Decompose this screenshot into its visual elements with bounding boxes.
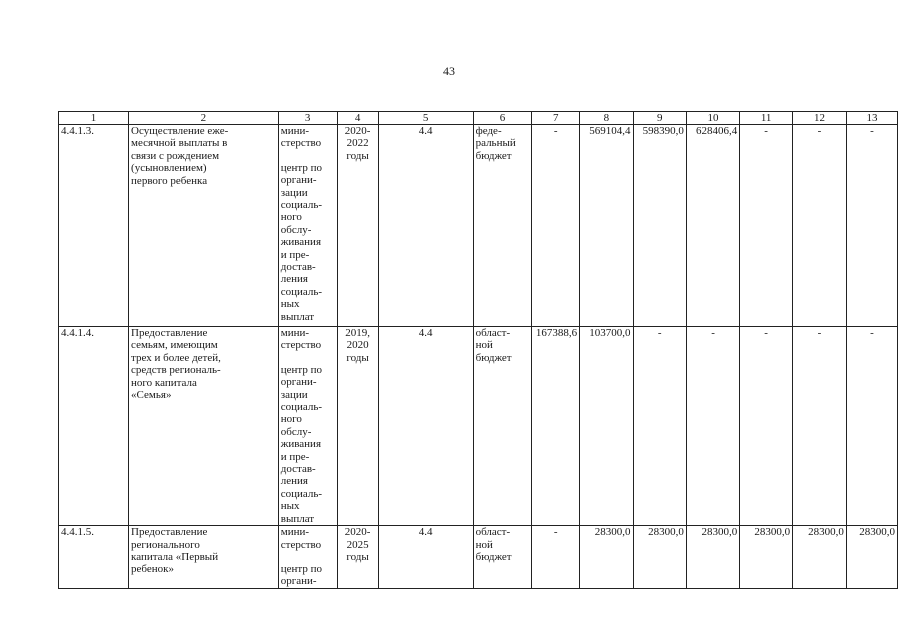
executor-line: стерство — [280, 137, 322, 150]
description-line: ребенок» — [131, 563, 174, 576]
amount-cell-12: - — [793, 125, 847, 327]
executor-line: обслу- — [280, 223, 312, 236]
code-cell: 4.4 — [378, 327, 473, 526]
header-cell: 13 — [846, 112, 897, 125]
executor-line: и пре- — [280, 450, 310, 463]
executor-line: центр по — [280, 363, 322, 376]
description-line: ного капитала — [131, 376, 197, 389]
source-line: ной — [475, 538, 493, 551]
period-line: 2022 — [346, 137, 369, 150]
executor-line: центр по — [280, 161, 322, 174]
amount-cell-13: - — [846, 125, 897, 327]
amount-cell-8: 28300,0 — [580, 526, 633, 589]
description-cell — [129, 526, 279, 589]
executor-line: органи- — [280, 575, 317, 588]
header-cell: 2 — [129, 112, 279, 125]
source-line: ральный — [475, 137, 516, 150]
executor-line: живания — [280, 236, 322, 249]
executor-line: зации — [280, 388, 308, 401]
period-cell — [337, 327, 378, 526]
executor-line: социаль- — [280, 487, 323, 500]
source-line: бюджет — [475, 550, 512, 563]
source-line: бюджет — [475, 351, 512, 364]
executor-spacer — [281, 352, 335, 364]
description-line: средств региональ- — [131, 364, 221, 377]
description-line: связи с рождением — [131, 149, 220, 162]
amount-cell-10: - — [686, 327, 739, 526]
period-line: 2025 — [346, 538, 369, 551]
executor-line: мини- — [280, 526, 310, 539]
source-line: област- — [475, 327, 511, 339]
amount-cell-13: 28300,0 — [846, 526, 897, 589]
executor-line: ления — [280, 475, 308, 488]
header-cell: 4 — [337, 112, 378, 125]
amount-cell-11: - — [740, 327, 793, 526]
budget-table — [58, 111, 898, 589]
executor-line: выплат — [280, 310, 315, 323]
amount-cell-7: - — [532, 125, 580, 327]
description-line: «Семья» — [131, 389, 172, 402]
description-line: (усыновлением) — [131, 162, 207, 175]
executor-line: выплат — [280, 512, 315, 525]
header-cell: 1 — [59, 112, 129, 125]
funding-source-cell — [473, 327, 532, 526]
header-cell: 9 — [633, 112, 686, 125]
row-number-cell: 4.4.1.4. — [59, 327, 129, 526]
executor-line: мини- — [280, 327, 310, 339]
description-line: первого ребенка — [131, 174, 208, 187]
header-cell: 7 — [532, 112, 580, 125]
executor-line: ных — [280, 500, 300, 513]
amount-cell-7: - — [532, 526, 580, 589]
description-line: Предоставление — [131, 526, 208, 539]
executor-line: обслу- — [280, 425, 312, 438]
executor-spacer — [281, 551, 335, 563]
description-line: семьям, имеющим — [131, 339, 218, 352]
amount-cell-13: - — [846, 327, 897, 526]
description-line: регионального — [131, 538, 200, 551]
funding-source-cell — [473, 526, 532, 589]
header-cell: 10 — [686, 112, 739, 125]
executor-cell — [278, 327, 337, 526]
table-row — [59, 526, 898, 589]
executor-cell — [278, 125, 337, 327]
table-row — [59, 125, 898, 327]
description-line: трех и более детей, — [131, 351, 221, 364]
period-line: годы — [346, 149, 369, 162]
funding-source-cell — [473, 125, 532, 327]
amount-cell-10: 28300,0 — [686, 526, 739, 589]
code-cell: 4.4 — [378, 125, 473, 327]
executor-line: ных — [280, 298, 300, 311]
amount-cell-8: 569104,4 — [580, 125, 633, 327]
description-line: месячной выплаты в — [131, 137, 228, 150]
amount-cell-8: 103700,0 — [580, 327, 633, 526]
source-line: област- — [475, 526, 511, 539]
executor-line: стерство — [280, 538, 322, 551]
period-line: 2019, — [345, 327, 370, 339]
period-line: 2020- — [344, 526, 371, 539]
header-cell: 3 — [278, 112, 337, 125]
period-line: годы — [346, 550, 369, 563]
period-line: годы — [346, 351, 369, 364]
period-line: 2020- — [344, 125, 371, 137]
amount-cell-12: 28300,0 — [793, 526, 847, 589]
header-cell: 8 — [580, 112, 633, 125]
executor-line: органи- — [280, 376, 317, 389]
executor-line: достав- — [280, 261, 316, 274]
amount-cell-9: 598390,0 — [633, 125, 686, 327]
page-number: 43 — [443, 64, 455, 78]
amount-cell-9: 28300,0 — [633, 526, 686, 589]
amount-cell-11: 28300,0 — [740, 526, 793, 589]
amount-cell-10: 628406,4 — [686, 125, 739, 327]
executor-line: социаль- — [280, 199, 323, 212]
table-row — [59, 327, 898, 526]
executor-line: ного — [280, 211, 302, 224]
source-line: феде- — [475, 125, 502, 137]
header-cell: 6 — [473, 112, 532, 125]
amount-cell-12: - — [793, 327, 847, 526]
header-cell: 11 — [740, 112, 793, 125]
executor-line: ного — [280, 413, 302, 426]
executor-line: зации — [280, 186, 308, 199]
row-number-cell: 4.4.1.3. — [59, 125, 129, 327]
executor-line: стерство — [280, 339, 322, 352]
executor-line: социаль- — [280, 401, 323, 414]
executor-line: органи- — [280, 174, 317, 187]
executor-cell — [278, 526, 337, 589]
executor-line: живания — [280, 438, 322, 451]
executor-line: социаль- — [280, 285, 323, 298]
header-cell: 12 — [793, 112, 847, 125]
executor-line: и пре- — [280, 248, 310, 261]
executor-line: ления — [280, 273, 308, 286]
source-line: бюджет — [475, 149, 512, 162]
period-cell — [337, 125, 378, 327]
executor-line: достав- — [280, 463, 316, 476]
description-line: Предоставление — [131, 327, 208, 339]
source-line: ной — [475, 339, 493, 352]
description-line: капитала «Первый — [131, 550, 219, 563]
header-row — [59, 112, 898, 125]
period-cell — [337, 526, 378, 589]
executor-line: центр по — [280, 562, 322, 575]
description-cell — [129, 327, 279, 526]
amount-cell-7: 167388,6 — [532, 327, 580, 526]
period-line: 2020 — [346, 339, 369, 352]
executor-spacer — [281, 150, 335, 162]
executor-line: мини- — [280, 125, 310, 137]
description-line: Осуществление еже- — [131, 125, 229, 137]
amount-cell-11: - — [740, 125, 793, 327]
description-cell — [129, 125, 279, 327]
code-cell: 4.4 — [378, 526, 473, 589]
row-number-cell: 4.4.1.5. — [59, 526, 129, 589]
amount-cell-9: - — [633, 327, 686, 526]
header-cell: 5 — [378, 112, 473, 125]
